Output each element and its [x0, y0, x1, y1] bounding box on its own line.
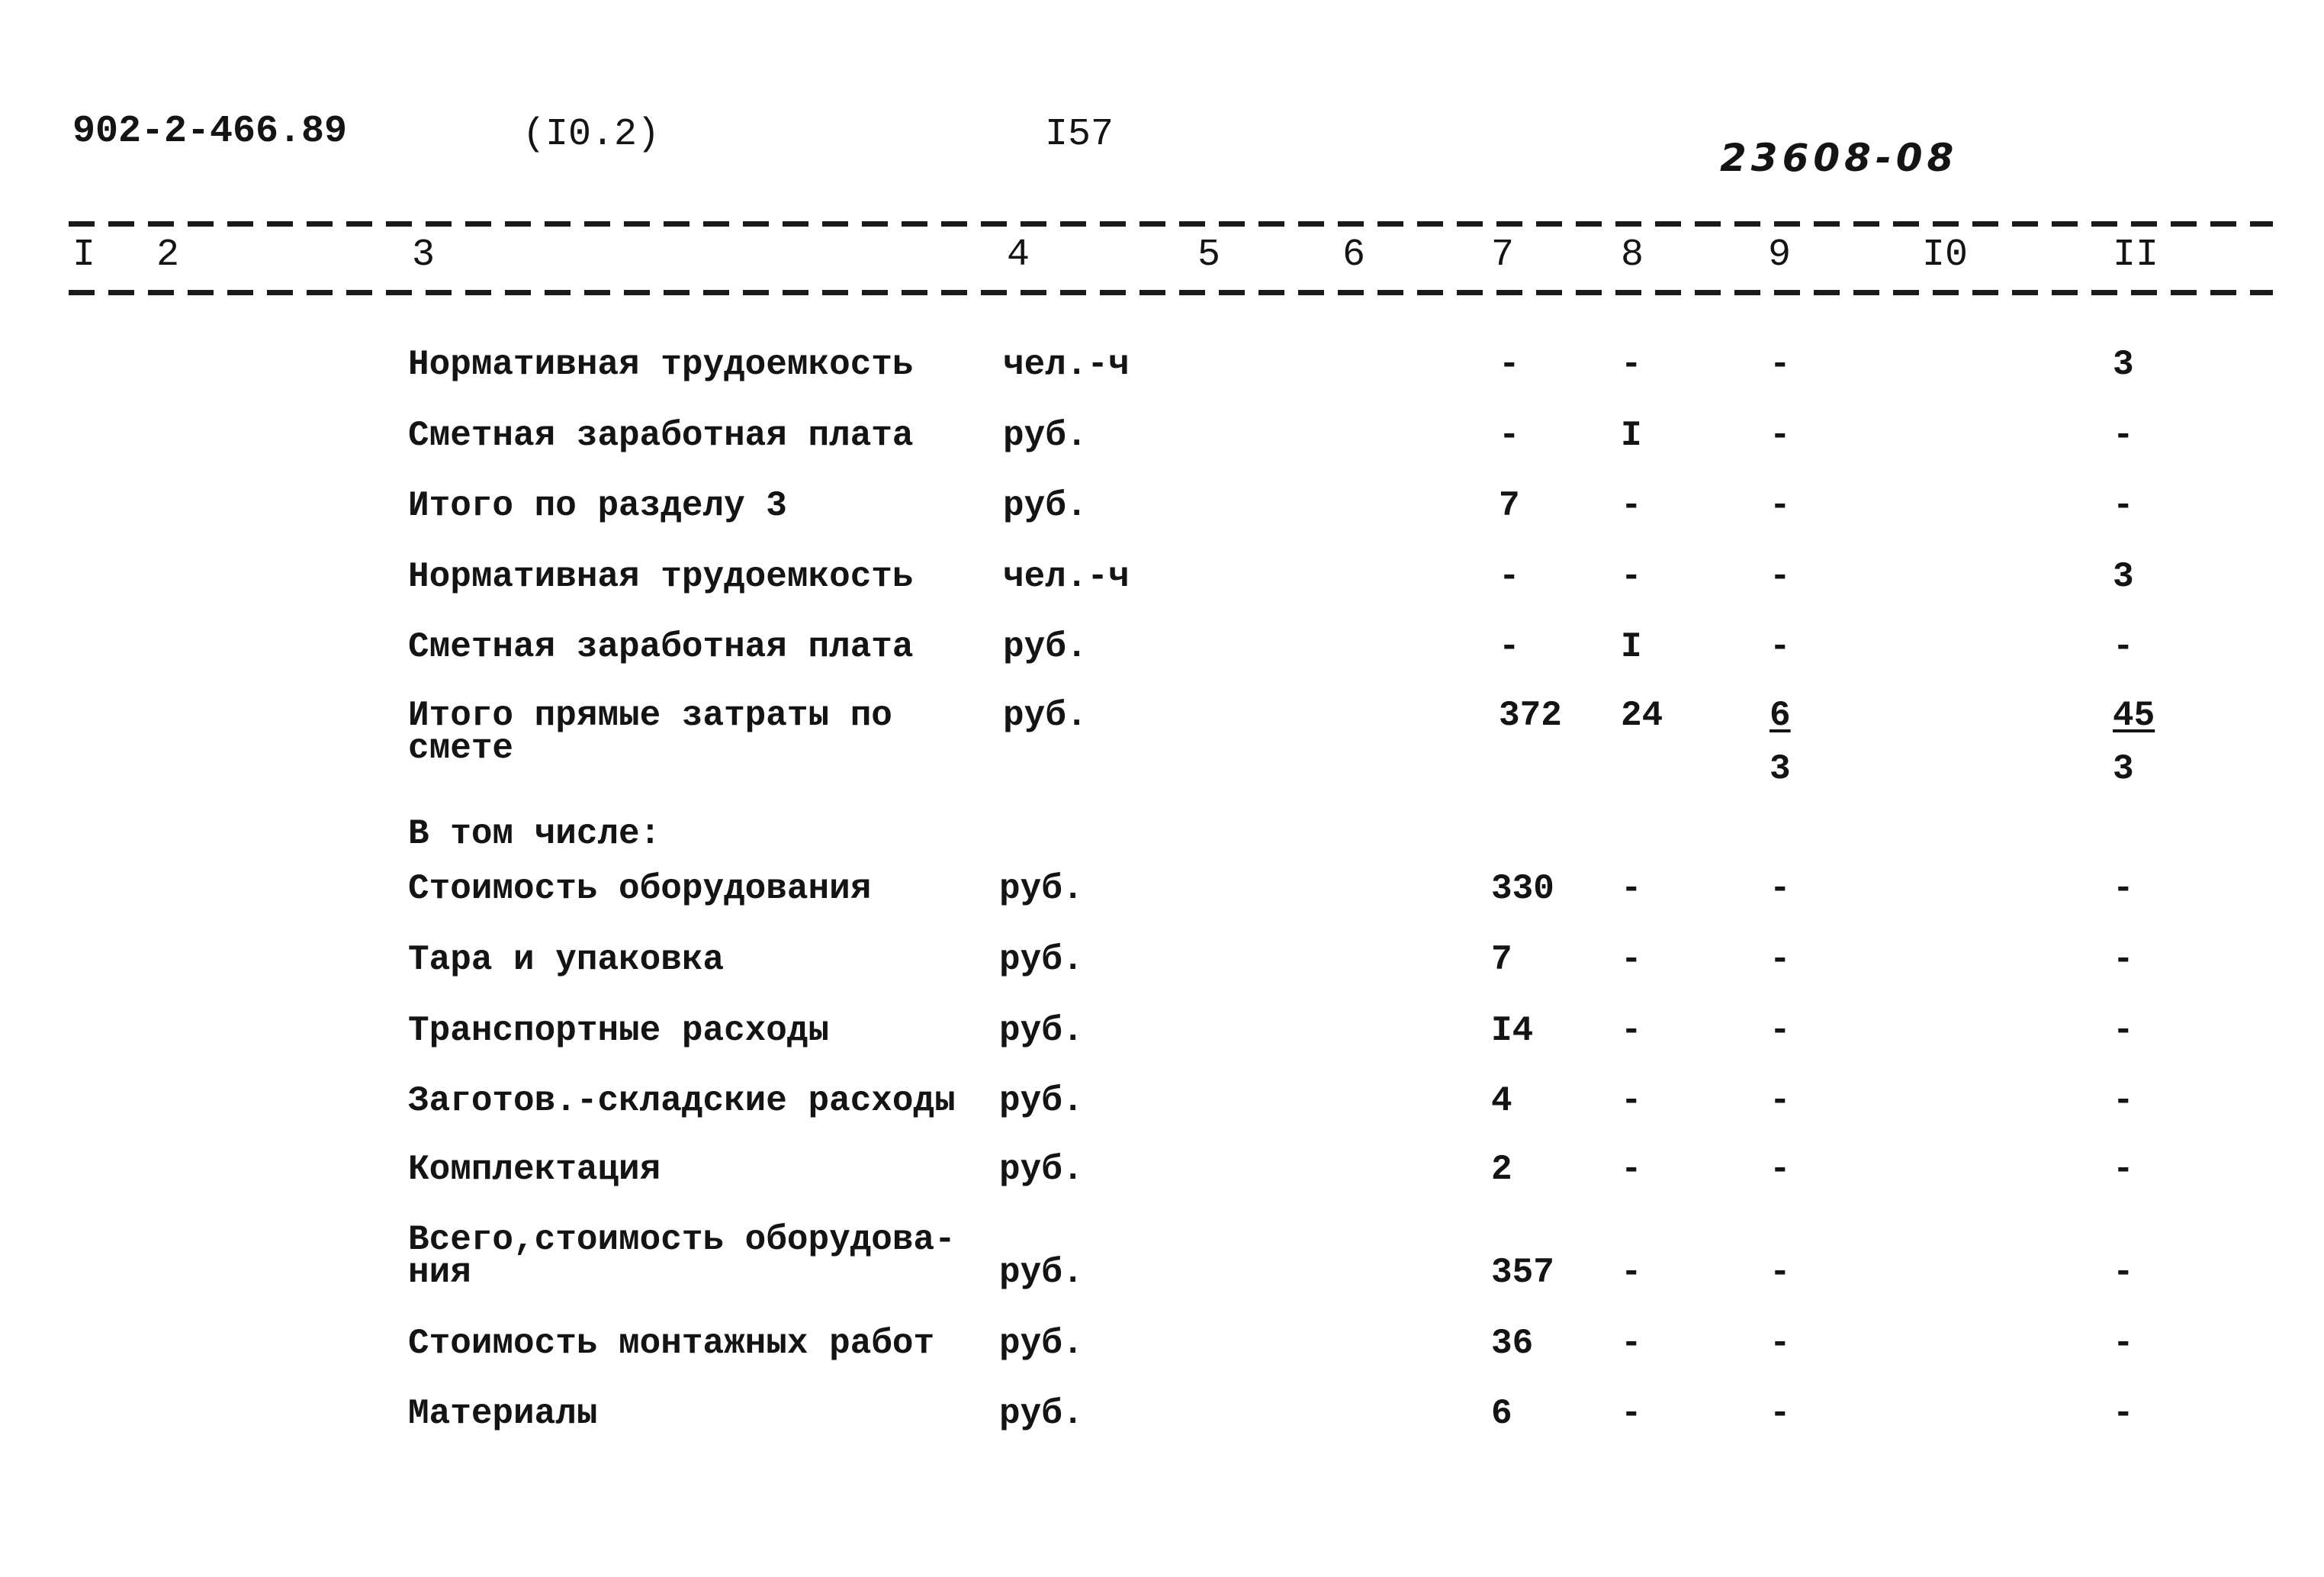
- row-section-label: В том числе:: [408, 814, 661, 854]
- row-col9: -: [1770, 416, 1791, 455]
- section-code: (I0.2): [522, 113, 661, 156]
- row-col8: -: [1621, 1150, 1642, 1189]
- row-name: Сметная заработная плата: [408, 627, 914, 667]
- row-col8: -: [1621, 1081, 1642, 1121]
- col-header-8: 8: [1621, 233, 1644, 277]
- row-name-continued: смете: [408, 729, 514, 768]
- row-col7: 330: [1491, 869, 1554, 909]
- row-name: Тара и упаковка: [408, 940, 725, 980]
- row-col11: -: [2113, 1150, 2134, 1189]
- row-col11: 3: [2113, 345, 2134, 385]
- row-unit: руб.: [999, 1394, 1084, 1434]
- row-name: Сметная заработная плата: [408, 416, 914, 455]
- row-name: Материалы: [408, 1394, 598, 1434]
- row-col8: I: [1621, 627, 1642, 667]
- row-col8: -: [1621, 1011, 1642, 1051]
- col-header-6: 6: [1342, 233, 1366, 277]
- row-name: Итого по разделу 3: [408, 486, 787, 526]
- header-rule-bottom: [69, 290, 2273, 295]
- row-col11: -: [2113, 1394, 2134, 1434]
- doc-number: 902-2-466.89: [72, 110, 348, 153]
- row-col11: -: [2113, 416, 2134, 455]
- row-unit: руб.: [999, 1253, 1084, 1292]
- row-col7: -: [1499, 627, 1520, 667]
- row-col11: -: [2113, 1253, 2134, 1292]
- row-col11: -: [2113, 627, 2134, 667]
- row-name: Всего,стоимость оборудова-: [408, 1220, 956, 1260]
- row-unit: руб.: [1003, 696, 1088, 735]
- row-unit: чел.-ч: [1003, 345, 1130, 385]
- row-col9: -: [1770, 869, 1791, 909]
- row-col9: -: [1770, 557, 1791, 597]
- row-col8: -: [1621, 1253, 1642, 1292]
- row-col9: -: [1770, 1011, 1791, 1051]
- row-col9: -: [1770, 345, 1791, 385]
- row-col8: -: [1621, 486, 1642, 526]
- col-header-2: 2: [156, 233, 180, 277]
- row-unit: чел.-ч: [1003, 557, 1130, 597]
- row-name: Заготов.-складские расходы: [408, 1081, 956, 1121]
- row-col11: -: [2113, 869, 2134, 909]
- row-unit: руб.: [1003, 486, 1088, 526]
- row-unit: руб.: [999, 1081, 1084, 1121]
- col-header-5: 5: [1197, 233, 1221, 277]
- col-header-11: II: [2113, 233, 2159, 277]
- row-col8: -: [1621, 869, 1642, 909]
- row-name: Стоимость оборудования: [408, 869, 872, 909]
- row-col7: 36: [1491, 1324, 1534, 1363]
- row-unit: руб.: [1003, 416, 1088, 455]
- row-col7: -: [1499, 557, 1520, 597]
- row-col11: -: [2113, 1081, 2134, 1121]
- row-col7: 2: [1491, 1150, 1512, 1189]
- row-col9: -: [1770, 1081, 1791, 1121]
- row-name: Нормативная трудоемкость: [408, 557, 914, 597]
- row-col8: -: [1621, 1324, 1642, 1363]
- row-name: Комплектация: [408, 1150, 661, 1189]
- row-col9: -: [1770, 940, 1791, 980]
- row-unit: руб.: [1003, 627, 1088, 667]
- row-col11-numerator: 45: [2113, 696, 2155, 735]
- row-col7: 6: [1491, 1394, 1512, 1434]
- row-col9-denominator: 3: [1770, 749, 1791, 789]
- row-col9: -: [1770, 1324, 1791, 1363]
- row-col7: -: [1499, 345, 1520, 385]
- row-name: Нормативная трудоемкость: [408, 345, 914, 385]
- header-rule-top: [69, 221, 2273, 227]
- row-name: Стоимость монтажных работ: [408, 1324, 935, 1363]
- row-col11: -: [2113, 1011, 2134, 1051]
- row-col7: -: [1499, 416, 1520, 455]
- row-name: Транспортные расходы: [408, 1011, 830, 1051]
- row-col9-numerator: 6: [1770, 696, 1791, 735]
- row-col8: 24: [1621, 696, 1663, 735]
- row-col7: 4: [1491, 1081, 1512, 1121]
- col-header-4: 4: [1007, 233, 1030, 277]
- row-col8: -: [1621, 557, 1642, 597]
- col-header-1: I: [72, 233, 96, 277]
- row-col7: 7: [1499, 486, 1520, 526]
- row-col11: -: [2113, 486, 2134, 526]
- row-col8: -: [1621, 345, 1642, 385]
- row-col9: -: [1770, 1253, 1791, 1292]
- row-name-continued: ния: [408, 1253, 471, 1292]
- row-col9: -: [1770, 627, 1791, 667]
- row-unit: руб.: [999, 1011, 1084, 1051]
- row-col7: 357: [1491, 1253, 1554, 1292]
- page-number: I57: [1045, 113, 1114, 156]
- row-col7: 372: [1499, 696, 1562, 735]
- row-col8: I: [1621, 416, 1642, 455]
- col-header-3: 3: [412, 233, 436, 277]
- stamp-number: 23608-08: [1720, 136, 1959, 180]
- row-unit: руб.: [999, 1150, 1084, 1189]
- row-col7: I4: [1491, 1011, 1534, 1051]
- row-unit: руб.: [999, 1324, 1084, 1363]
- row-col9: -: [1770, 1394, 1791, 1434]
- row-col8: -: [1621, 1394, 1642, 1434]
- row-name: Итого прямые затраты по: [408, 696, 892, 735]
- col-header-9: 9: [1768, 233, 1792, 277]
- row-col11: 3: [2113, 557, 2134, 597]
- row-col11: -: [2113, 1324, 2134, 1363]
- row-col9: -: [1770, 486, 1791, 526]
- row-unit: руб.: [999, 940, 1084, 980]
- col-header-7: 7: [1491, 233, 1515, 277]
- row-col11: -: [2113, 940, 2134, 980]
- row-col11-denominator: 3: [2113, 749, 2134, 789]
- row-col8: -: [1621, 940, 1642, 980]
- row-col9: -: [1770, 1150, 1791, 1189]
- row-unit: руб.: [999, 869, 1084, 909]
- col-header-10: I0: [1922, 233, 1969, 277]
- row-col7: 7: [1491, 940, 1512, 980]
